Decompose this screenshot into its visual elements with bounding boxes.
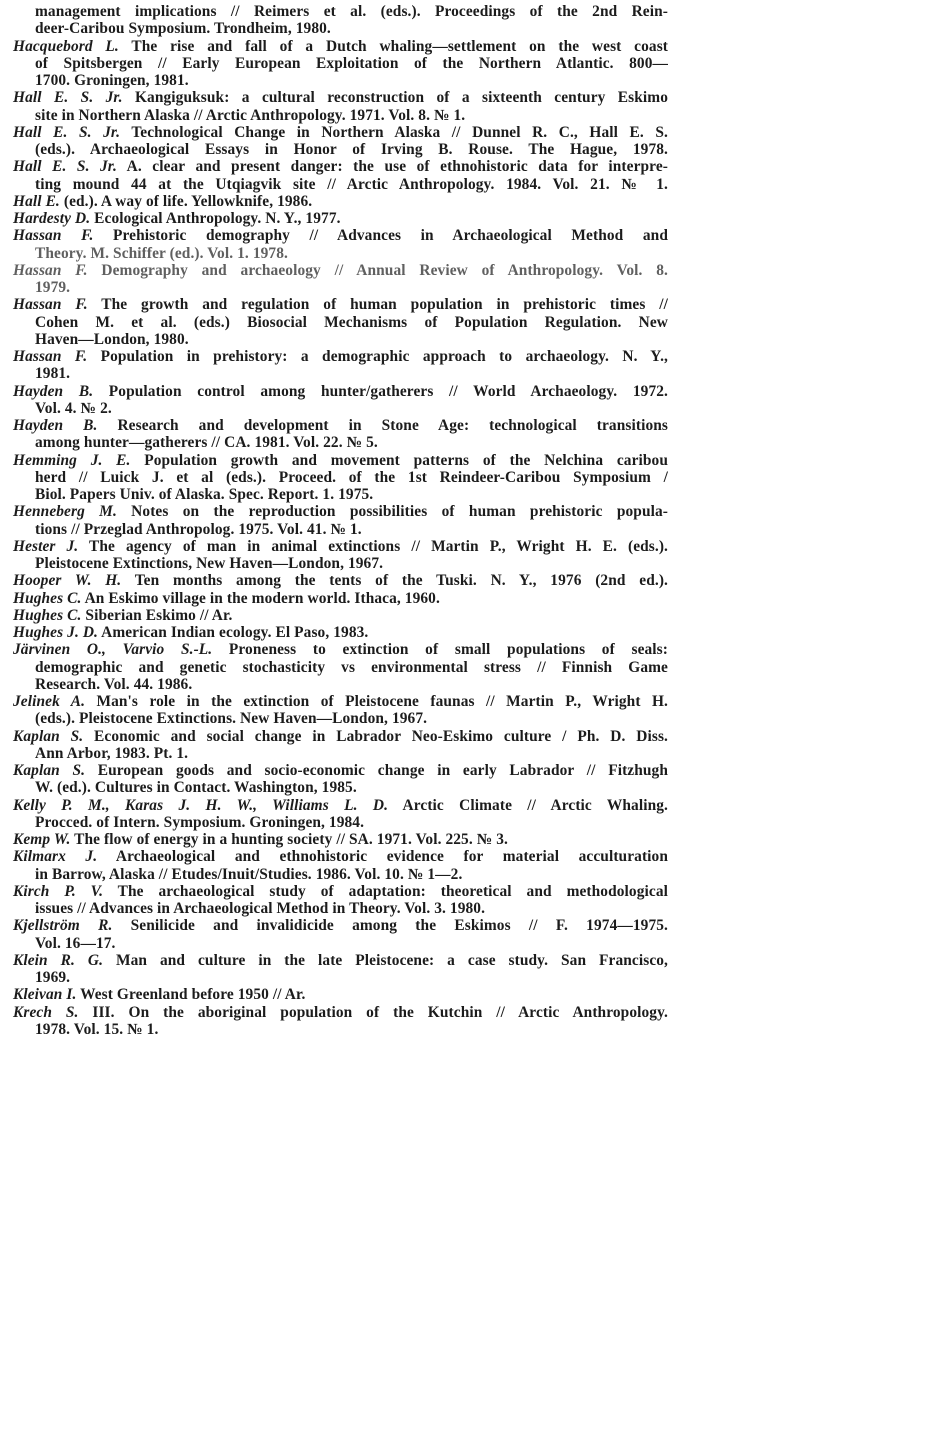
author-name: Kjellström R. [13,917,113,935]
author-name: Hall E. [13,192,60,210]
reference-text: A. clear and present danger: the use of ethnohistoric data for interpre- [116,158,668,176]
reference-line [13,279,668,296]
reference-line [13,555,668,572]
reference-line [13,710,668,727]
reference-line [13,72,668,89]
reference-line [13,193,668,210]
reference-text: Population in prehistory: a demographic approach to archaeology. N. Y., [87,348,669,365]
reference-line [13,969,668,986]
reference-line [13,866,668,883]
reference-line [13,400,668,417]
reference-text: Vol. 4. № 2. [35,399,112,417]
reference-text: Ann Arbor, 1983. Pt. 1. [35,744,189,762]
reference-text: tions // Przeglad Anthropolog. 1975. Vol. 41. № 1. [35,520,362,538]
reference-line [13,814,668,831]
author-name: Hayden B. [13,382,94,400]
reference-text: The rise and fall of a Dutch whaling—settlement on the west coast [118,37,669,55]
reference-text: Ecological Anthropology. N. Y., 1977. [90,210,341,227]
reference-text: Man and culture in the late Pleistocene: a case study. San Francisco, [103,951,668,969]
reference-text: The agency of man in animal extinctions // Martin P., Wright H. E. (eds.). [78,537,668,555]
reference-text: 1981. [35,365,71,383]
reference-line [13,245,668,262]
author-name: Kleivan I. [13,986,77,1004]
reference-text: Haven—London, 1980. [35,330,189,348]
reference-line [13,296,668,313]
reference-line [13,831,668,848]
reference-line [13,176,668,193]
reference-line [13,486,668,503]
reference-text: Economic and social change in Labrador Neo-Eskimo culture / Ph. D. Diss. [83,727,668,745]
author-name: Hughes C. [13,589,82,607]
reference-line [13,848,668,865]
reference-text: III. On the aboriginal population of the Kutchin // Arctic Anthropology. [78,1003,668,1021]
reference-line [13,383,668,400]
author-name: Hall E. S. Jr. [13,123,121,141]
reference-line [13,607,668,624]
reference-line [13,779,668,796]
reference-line [13,158,668,175]
reference-text: European goods and socio-economic change in early Labrador // Fitzhugh [85,762,668,779]
reference-line [13,676,668,693]
reference-line [13,521,668,538]
reference-line [13,38,668,55]
author-name: Hassan F. [13,261,88,279]
reference-line [13,1004,668,1021]
reference-text: Research. Vol. 44. 1986. [35,675,193,693]
reference-text: Prehistoric demography // Advances in Archaeological Method and [93,227,668,245]
reference-line [13,693,668,710]
reference-line [13,762,668,779]
author-name: Hemming J. E. [13,451,131,469]
author-name: Hester J. [13,537,79,555]
reference-text: site in Northern Alaska // Arctic Anthropology. 1971. Vol. 8. № 1. [35,106,466,124]
author-name: Jelinek A. [13,693,86,710]
reference-text: Ten months among the tents of the Tuski. N. Y., 1976 (2nd ed.). [121,572,668,590]
reference-line [13,538,668,555]
reference-line [13,348,668,365]
author-name: Hall E. S. Jr. [13,158,117,176]
reference-text: deer-Caribou Symposium. Trondheim, 1980. [35,20,331,38]
author-name: Hooper W. H. [13,572,122,590]
reference-text: Population growth and movement patterns of the Nelchina caribou [130,451,668,469]
reference-text: Demography and archaeology // Annual Review of Anthropology. Vol. 8. [87,261,669,279]
reference-text: Senilicide and invalidicide among the Eskimos // F. 1974—1975. [112,917,668,935]
reference-text: Research and development in Stone Age: technological transitions [97,417,668,434]
reference-text: Cohen M. et al. (eds.) Biosocial Mechanisms of Population Regulation. New [35,313,668,331]
reference-text: Proneness to extinction of small populations of seals: [212,641,668,659]
reference-line [13,1021,668,1038]
reference-line [13,434,668,451]
reference-line [13,227,668,244]
reference-text: (eds.). Pleistocene Extinctions. New Haven—London, 1967. [35,710,428,728]
reference-text: Pleistocene Extinctions, New Haven—London, 1967. [35,555,384,572]
reference-text: (eds.). Archaeological Essays in Honor of Irving B. Rouse. The Hague, 1978. [35,141,668,158]
reference-line [13,503,668,520]
reference-line [13,124,668,141]
reference-line [13,89,668,106]
reference-line [13,107,668,124]
author-name: Hardesty D. [13,210,91,227]
reference-line [13,417,668,434]
reference-line [13,900,668,917]
reference-text: The flow of energy in a hunting society // SA. 1971. Vol. 225. № 3. [70,831,509,848]
reference-text: demographic and genetic stochasticity vs environmental stress // Finnish Game [35,658,668,676]
author-name: Kilmarx J. [13,848,98,866]
reference-text: among hunter—gatherers // CA. 1981. Vol. 22. № 5. [35,434,378,452]
reference-line [13,883,668,900]
reference-text: Notes on the reproduction possibilities of human prehistoric popula- [116,503,668,521]
reference-text: An Eskimo village in the modern world. Ithaca, 1960. [81,589,440,607]
reference-text: 1979. [35,279,71,296]
author-name: Hughes J. D. [13,624,99,641]
author-name: Krech S. [13,1003,79,1021]
author-name: Hacquebord L. [13,37,119,55]
bibliography-text-block [13,3,668,1038]
reference-text: Theory. M. Schiffer (ed.). Vol. 1. 1978. [35,244,288,262]
reference-text: 1978. Vol. 15. № 1. [35,1020,159,1038]
reference-text: issues // Advances in Archaeological Method in Theory. Vol. 3. 1980. [35,900,486,917]
reference-text: Archaeological and ethnohistoric evidence for material acculturation [97,848,668,866]
author-name: Henneberg M. [13,503,117,521]
reference-line [13,952,668,969]
reference-line [13,210,668,227]
author-name: Järvinen O., Varvio S.-L. [13,641,213,659]
reference-text: W. (ed.). Cultures in Contact. Washington, 1985. [35,779,357,797]
reference-text: 1700. Groningen, 1981. [35,72,189,89]
reference-line [13,469,668,486]
reference-line [13,572,668,589]
author-name: Hughes C. [13,606,82,624]
reference-text: management implications // Reimers et al. (eds.). Proceedings of the 2nd Rein- [35,3,668,20]
reference-line [13,935,668,952]
reference-line [13,745,668,762]
reference-line [13,55,668,72]
reference-line [13,452,668,469]
reference-line [13,331,668,348]
reference-line [13,659,668,676]
reference-text: (ed.). A way of life. Yellowknife, 1986. [59,192,313,210]
reference-text: in Barrow, Alaska // Etudes/Inuit/Studies. 1986. Vol. 10. № 1—2. [35,865,463,883]
author-name: Hassan F. [13,348,88,365]
reference-line [13,20,668,37]
reference-text: Procced. of Intern. Symposium. Groningen, 1984. [35,813,365,831]
author-name: Kaplan S. [13,762,86,779]
reference-line [13,314,668,331]
author-name: Hayden B. [13,417,98,434]
reference-text: Vol. 16—17. [35,934,116,952]
reference-text: Man's role in the extinction of Pleistocene faunas // Martin P., Wright H. [85,693,668,710]
reference-line [13,590,668,607]
author-name: Kaplan S. [13,727,84,745]
reference-line [13,262,668,279]
reference-text: West Greenland before 1950 // Ar. [76,986,306,1004]
reference-line [13,365,668,382]
reference-text: herd // Luick J. et al (eds.). Proceed. of the 1st Reindeer-Caribou Symposium / [35,468,668,486]
reference-text: Kangiguksuk: a cultural reconstruction of a sixteenth century Eskimo [122,89,668,107]
reference-text: 1969. [35,969,71,986]
author-name: Hall E. S. Jr. [13,89,123,107]
reference-line [13,141,668,158]
author-name: Klein R. G. [13,951,104,969]
reference-line [13,797,668,814]
reference-text: Siberian Eskimo // Ar. [81,606,233,624]
reference-text: of Spitsbergen // Early European Exploitation of the Northern Atlantic. 800— [35,54,668,72]
reference-line [13,728,668,745]
reference-text: ting mound 44 at the Utqiagvik site // Arctic Anthropology. 1984. Vol. 21. № 1. [35,175,668,193]
author-name: Hassan F. [13,227,94,245]
reference-text: The archaeological study of adaptation: theoretical and methodological [103,882,668,900]
reference-line [13,641,668,658]
author-name: Kemp W. [13,831,71,848]
reference-text: Biol. Papers Univ. of Alaska. Spec. Report. 1. 1975. [35,486,374,503]
reference-line [13,986,668,1003]
reference-text: Population control among hunter/gatherers // World Archaeology. 1972. [93,382,668,400]
reference-line [13,3,668,20]
author-name: Kelly P. M., Karas J. H. W., Williams L. D. [13,796,389,814]
reference-text: Technological Change in Northern Alaska // Dunnel R. C., Hall E. S. [120,123,668,141]
reference-line [13,917,668,934]
reference-line [13,624,668,641]
author-name: Hassan F. [13,296,88,314]
reference-text: The growth and regulation of human population in prehistoric times // [87,296,668,314]
author-name: Kirch P. V. [13,882,104,900]
reference-text: Arctic Climate // Arctic Whaling. [388,796,668,814]
reference-text: American Indian ecology. El Paso, 1983. [98,624,369,641]
